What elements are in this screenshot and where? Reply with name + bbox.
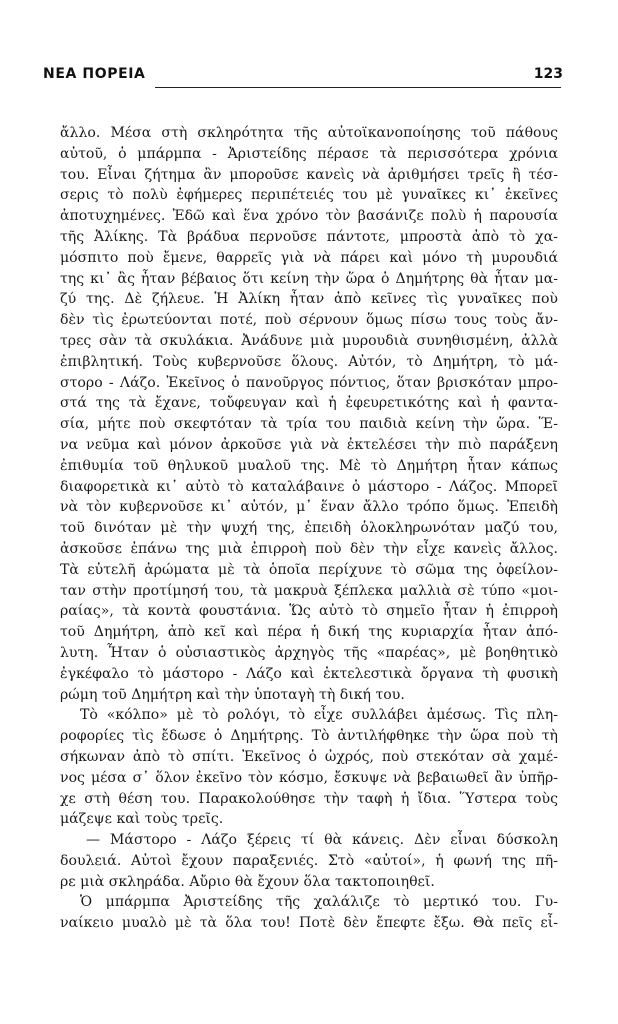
- text-line: ἀσκοῦσε ἐπάνω της μιὰ ἐπιρροὴ ποὺ δὲν τὴν εἶχε κανεὶς ἄλλος.: [60, 540, 558, 557]
- page-number: 123: [533, 66, 563, 82]
- text-line: χε στὴ θέση του. Παρακολούθησε τὴν ταφὴ ἡ ἴδια. Ὕστερα τοὺς: [60, 790, 558, 807]
- text-line: τοῦ Δημήτρη, ἀπὸ κεῖ καὶ πέρα ἡ δική της κυριαρχία ἦταν ἀπό-: [60, 624, 558, 641]
- text-line: δουλειά. Αὐτοὶ ἔχουν παραξενιές. Στὸ «αὐτοί», ἡ φωνή της πῆ-: [60, 852, 558, 869]
- text-line: νος μέσα σ᾿ ὅλον ἐκεῖνο τὸν κόσμο, ἔσκυψε νὰ βεβαιωθεῖ ἂν ὑπῆρ-: [60, 769, 558, 786]
- text-line: σία, μήτε ποὺ σκεφτόταν τὰ τρία του παιδιὰ κείνη τὴν ὥρα. Ἕ-: [60, 416, 558, 433]
- text-line: τοῦ δινόταν μὲ τὴν ψυχή της, ἐπειδὴ ὁλοκληρωνόταν μαζύ του,: [60, 520, 558, 537]
- text-line: Ὁ μπάρμπα Ἀριστείδης τῆς χαλάλιζε τὸ μερτικό του. Γυ-: [80, 894, 558, 911]
- text-line: ραίας», τὰ κοντὰ φουστάνια. Ὥς αὐτὸ τὸ σημεῖο ἦταν ἡ ἐπιρροὴ: [60, 603, 558, 620]
- text-line: Τὰ εὐτελῆ ἀρώματα μὲ τὰ ὁποῖα περίχυνε τὸ σῶμα της ὀφείλον-: [60, 561, 558, 578]
- text-line: σήκωναν ἀπὸ τὸ σπίτι. Ἐκεῖνος ὁ ὠχρός, ποὺ στεκόταν σὰ χαμέ-: [60, 748, 558, 765]
- text-line: ἀποτυχημένες. Ἐδῶ καὶ ἕνα χρόνο τὸν βασάνιζε πολὺ ἡ παρουσία: [60, 208, 558, 225]
- text-line: αὐτοῦ, ὁ μπάρμπα - Ἀριστείδης πέρασε τὰ περισσότερα χρόνια: [60, 145, 558, 162]
- text-line: μόσπιτο ποὺ ἔμενε, θαρρεῖς γιὰ νὰ πάρει καὶ μόνο τὴ μυρουδιά: [60, 249, 558, 266]
- header-rule: [155, 87, 561, 88]
- text-line: ροφορίες τὶς ἔδωσε ὁ Δημήτρης. Τὸ ἀντιλήφθηκε τὴν ὥρα ποὺ τὴ: [60, 728, 558, 745]
- text-line: ἐγκέφαλο τὸ μάστορο - Λάζο καὶ ἐκτελεστικὰ ὄργανα τὴ φυσικὴ: [60, 665, 558, 682]
- text-line: ἐπιθυμία τοῦ θηλυκοῦ μυαλοῦ της. Μὲ τὸ Δημήτρη ἦταν κάπως: [60, 457, 558, 474]
- text-line: λυτη. Ἦταν ὁ οὐσιαστικὸς ἀρχηγὸς τῆς «παρέας», μὲ βοηθητικὸ: [60, 644, 558, 661]
- body-text: [60, 123, 558, 934]
- text-line: ρώμη τοῦ Δημήτρη καὶ τὴν ὑποταγὴ τὴ δική του.: [60, 686, 405, 703]
- text-line: να νεῦμα καὶ μόνον ἀρκοῦσε γιὰ νὰ ἐκτελέσει τὴν πιὸ παράξενη: [60, 436, 558, 453]
- text-line: Τὸ «κόλπο» μὲ τὸ ρολόγι, τὸ εἶχε συλλάβει ἀμέσως. Τὶς πλη-: [80, 707, 558, 724]
- paragraph: [60, 830, 558, 892]
- text-line: ρε μιὰ σκληράδα. Αὔριο θὰ ἔχουν ὅλα τακτοποιηθεῖ.: [60, 873, 435, 890]
- text-line: του. Εἶναι ζήτημα ἂν μποροῦσε κανεὶς νὰ ἀριθμήσει τρεῖς ἢ τέσ-: [60, 166, 558, 183]
- text-line: — Μάστορο - Λάζο ξέρεις τί θὰ κάνεις. Δὲν εἶναι δύσκολη: [86, 832, 558, 849]
- text-line: μάζεψε καὶ τοὺς τρεῖς.: [60, 811, 224, 828]
- text-line: ἐπιβλητική. Τοὺς κυβερνοῦσε ὅλους. Αὐτόν, τὸ Δημήτρη, τὸ μά-: [60, 353, 558, 370]
- text-line: της κι᾿ ἂς ἦταν βέβαιος ὅτι κείνη τὴν ὥρα ὁ Δημήτρης θὰ ἦταν μα-: [60, 270, 558, 287]
- paragraph: [60, 705, 558, 830]
- running-header: [43, 66, 563, 86]
- text-line: στορο - Λάζο. Ἐκεῖνος ὁ πανοῦργος πόντιος, ὅταν βρισκόταν μπρο-: [60, 374, 558, 391]
- text-line: τῆς Ἀλίκης. Τὰ βράδυα περνοῦσε πάντοτε, μπροστὰ ἀπὸ τὸ χα-: [60, 228, 558, 245]
- text-line: τρες σὰν τὰ σκυλάκια. Ἀνάδυνε μιὰ μυρουδιὰ συνηθισμένη, ἀλλὰ: [60, 332, 558, 349]
- text-line: σερις τὸ πολὺ ἐφήμερες περιπέτειές του μὲ γυναῖκες κι᾿ ἐκεῖνες: [60, 187, 558, 204]
- paragraph: [60, 123, 558, 705]
- text-line: ζύ της. Δὲ ζήλευε. Ἡ Ἀλίκη ἦταν ἀπὸ κεῖνες τὶς γυναῖκες ποὺ: [60, 291, 558, 308]
- text-line: διαφορετικὰ κι᾿ αὐτὸ τὸ καταλάβαινε ὁ μάστορο - Λάζος. Μπορεῖ: [60, 478, 558, 495]
- text-line: ἄλλο. Μέσα στὴ σκληρότητα τῆς αὐτοϊκανοποίησης τοῦ πάθους: [60, 125, 558, 141]
- journal-title: ΝΕΑ ΠΟΡΕΙΑ: [43, 66, 146, 82]
- text-line: ταν στὴν προτίμησή του, τὰ μακρυὰ ξέπλεκα μαλλιὰ σὲ τύπο «μοι-: [60, 582, 558, 599]
- text-line: ναίκειο μυαλὸ μὲ τὰ ὅλα του! Ποτὲ δὲν ἔπεφτε ἔξω. Θὰ πεῖς εἶ-: [60, 915, 558, 932]
- text-line: στά της τὰ ἔχανε, τοὔφευγαν καὶ ἡ ἐφευρετικότης καὶ ἡ φαντα-: [60, 395, 558, 412]
- text-line: δὲν τὶς ἐρωτεύονται ποτέ, ποὺ σέρνουν ὅμως πίσω τους τοὺς ἄν-: [60, 312, 558, 329]
- paragraph: [60, 892, 558, 934]
- text-line: νὰ τὸν κυβερνοῦσε κι᾿ αὐτόν, μ᾿ ἕναν ἄλλο τρόπο ὅμως. Ἐπειδὴ: [60, 499, 558, 516]
